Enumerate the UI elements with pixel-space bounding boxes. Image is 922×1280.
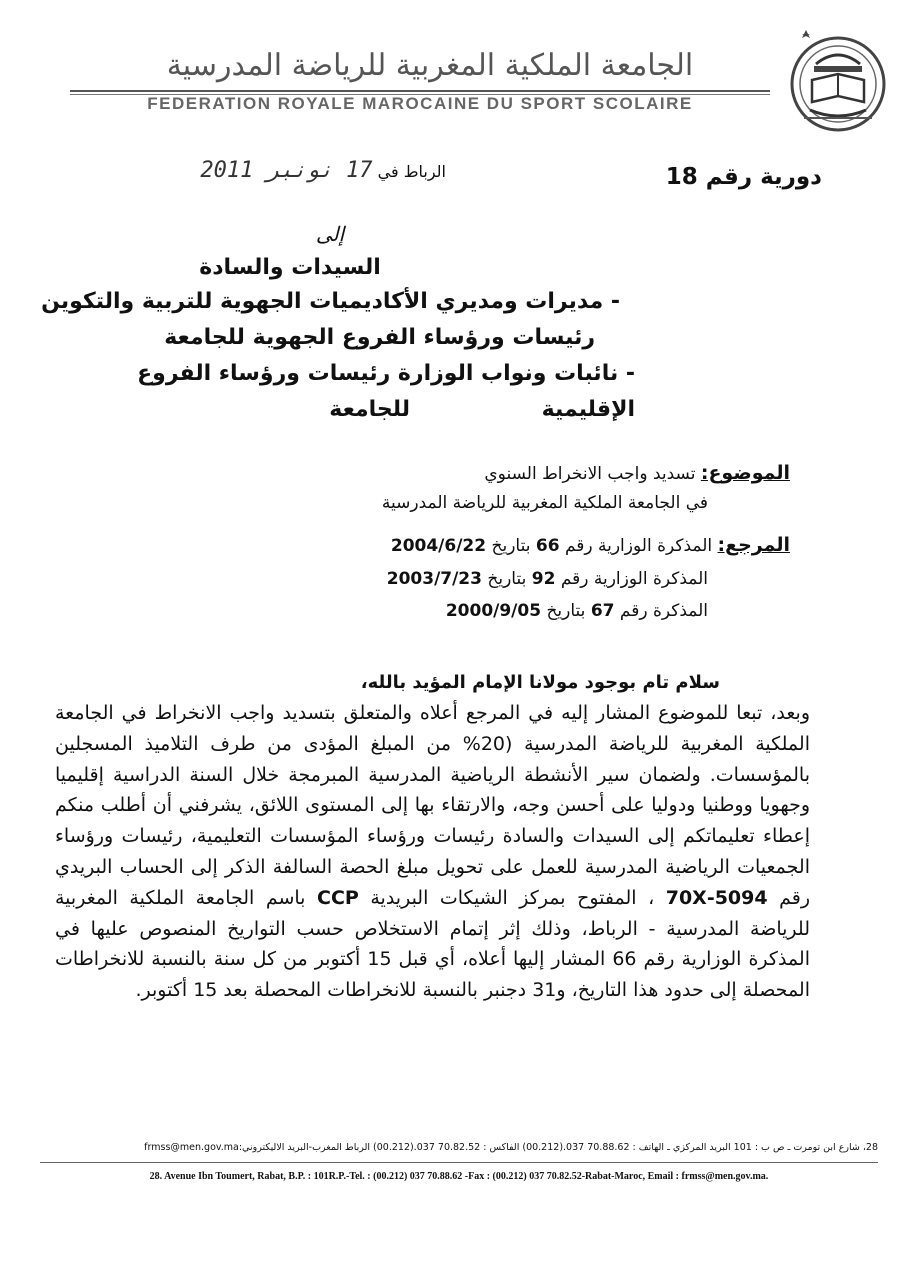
reference-line [300, 596, 708, 626]
reference-date: 2000/9/05 [445, 601, 542, 621]
reference-text: المذكرة الوزارية رقم [564, 536, 713, 556]
reference-text: بتاريخ [546, 601, 586, 621]
body-text: باسم الجامعة الملكية المغربية للرياضة المدرسية - الرباط، وذلك إثر إتمام الاستخلاص حسب التواريخ المنصوص عليها في المذكرة الوزارية رقم 66 المشار إليها أعلاه، أي قبل 15 أكتوبر من كل سنة بالنسبة للانخراطات المحصلة إلى حدود هذا التاريخ، و31 دجنبر بالنسبة للانخراطات المحصلة بعد 15 أكتوبر. [55, 886, 810, 1002]
org-name-french: FEDERATION ROYALE MAROCAINE DU SPORT SCOLAIRE [147, 94, 693, 113]
subject-line-2: في الجامعة الملكية المغربية للرياضة المدرسية [381, 493, 708, 513]
reference-line [300, 564, 708, 594]
reference-label: المرجع: [717, 534, 790, 556]
body-text: ، المفتوح بمركز الشيكات البريدية [370, 886, 655, 909]
reference-text: بتاريخ [487, 569, 527, 589]
org-name-arabic: الجامعة الملكية المغربية للرياضة المدرسية [166, 48, 694, 83]
addressee-line: - نائبات ونواب الوزارة رئيسات ورؤساء الفروع الإقليمية [137, 361, 635, 422]
place-date [126, 158, 446, 183]
reference-date: 2004/6/22 [390, 536, 487, 556]
to-label: إلى [315, 222, 345, 246]
federation-emblem-icon [776, 18, 900, 138]
reference-number: 92 [531, 569, 556, 589]
greeting: سلام تام بوجود مولانا الإمام المؤيد بالله، [360, 672, 720, 693]
circular-label: دورية رقم [705, 164, 822, 190]
letter-body [55, 698, 810, 1006]
reference-text: بتاريخ [491, 536, 531, 556]
reference-number: 66 [535, 536, 560, 556]
body-paragraph [55, 698, 810, 1006]
footer-rule [40, 1162, 878, 1163]
circular-value: 18 [665, 164, 698, 190]
footer-address-arabic: 28، شارع ابن تومرت ـ ص ب : 101 البريد المركزي ـ الهاتف : 70.88.62 037.(00.212) الفاكس : 70.82.52 037.(00.212) الرباط المغرب-البريد الاليكتروني:frmss@men.gov.ma [144, 1142, 878, 1153]
ccp-label: CCP [317, 886, 359, 909]
salutation: السيدات والسادة [199, 255, 381, 280]
header-rule [70, 90, 770, 92]
addressee-line: للجامعة [329, 397, 410, 422]
letter-date: 17 نونبر 2011 [200, 158, 373, 183]
addressee-line: رئيسات ورؤساء الفروع الجهوية للجامعة [164, 325, 595, 350]
body-text: وبعد، تبعا للموضوع المشار إليه في المرجع أعلاه والمتعلق بتسديد واجب الانخراط في الجامعة الملكية المغربية للرياضة المدرسية (20% من المبلغ المؤدى من طرف التلاميذ المسجلين بالمؤسسات. ولضمان سير الأنشطة الرياضية المدرسية المبرمجة خلال السنة الدراسية إقليميا وجهويا ووطنيا ودوليا على أحسن وجه، والارتقاء بها إلى المستوى اللائق، يشرفني أن أطلب منكم إعطاء تعليماتكم إلى السيدات والسادة رئيسات ورؤساء المؤسسات التعليمية، رئيسات ورؤساء الجمعيات الرياضية المدرسية للعمل على تحويل مبلغ الحصة السالفة الذكر إلى الحساب البريدي رقم [55, 702, 811, 909]
footer-address-french: 28. Avenue Ibn Toumert, Rabat, B.P. : 101R.P.-Tel. : (00.212) 037 70.88.62 -Fax : (00.212) 037 70.82.52-Rabat-Maroc, Email : frmss@men.gov.ma. [149, 1171, 769, 1182]
subject-label: الموضوع: [700, 462, 790, 484]
reference-text: المذكرة رقم [619, 601, 708, 621]
subject-line [300, 458, 790, 489]
addressee-line: - مديرات ومديري الأكاديميات الجهوية للتربية والتكوين [41, 289, 620, 314]
reference-number: 67 [590, 601, 615, 621]
reference-text: المذكرة الوزارية رقم [560, 569, 708, 589]
subject-text: تسديد واجب الانخراط السنوي [484, 464, 696, 484]
reference-date: 2003/7/23 [386, 569, 482, 589]
place-label: الرباط في [377, 162, 446, 181]
circular-number [640, 164, 822, 190]
postal-account-number: 5094-70X [665, 886, 768, 909]
reference-line [300, 530, 790, 561]
